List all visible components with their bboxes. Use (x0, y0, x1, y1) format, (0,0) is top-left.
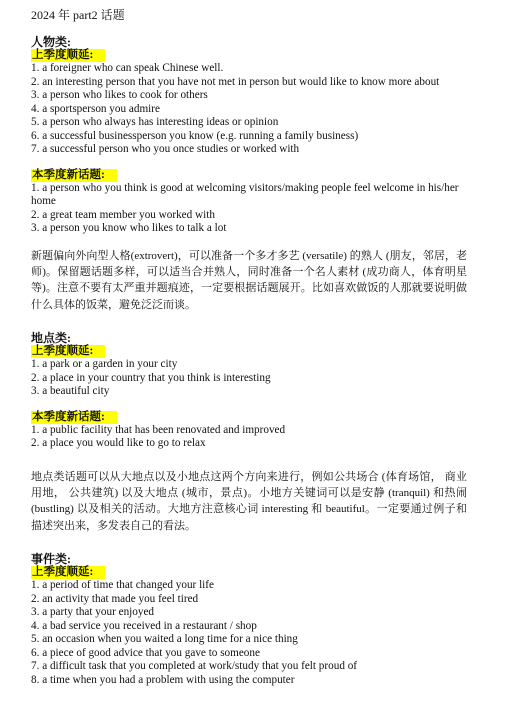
section-title: 地点类: (31, 331, 71, 346)
list-item: 4. a bad service you received in a restaurant / shop (31, 619, 257, 632)
list-item: 7. a successful person who you once studies or worked with (31, 143, 300, 155)
list-item: 1. a person who you think is good at welcoming visitors/making people feel welcome in his/her home (31, 181, 459, 207)
section-people (31, 35, 467, 313)
list-item: 4. a sportsperson you admire (31, 102, 160, 115)
list-item: 3. a beautiful city (31, 385, 110, 398)
group-label-highlight: 上季度顺延: (31, 49, 105, 62)
list-item: 3. a person who likes to cook for others (31, 89, 208, 101)
list-item: 2. a great team member you worked with (31, 208, 215, 221)
list-item: 6. a successful businessperson you know (e.g. running a family business) (31, 129, 359, 142)
list-item: 3. a person you know who likes to talk a lot (31, 222, 227, 234)
document-title: 2024 年 part2 话题 (31, 8, 125, 22)
list-item: 6. a piece of good advice that you gave to someone (31, 646, 260, 659)
group-label-highlight: 上季度顺延: (31, 345, 105, 358)
section-note: 新题偏向外向型人格(extrovert)，可以准备一个多才多艺 (versatile) 的熟人 (朋友，邻居，老师)。保留题话题多样，可以适当合并熟人，同时准备一个名人素材 (成功商人，体育明星等)。注意不要有太严重并题痕迹，一定要根据话题展开。比如喜欢做饭的人那就要说明做什么具体的饭菜，避免泛泛而谈。 (31, 249, 467, 311)
section-events (31, 552, 467, 687)
list-item: 2. an activity that made you feel tired (31, 592, 199, 605)
list-item: 7. a difficult task that you completed at work/study that you felt proud of (31, 660, 358, 673)
list-item: 2. a place in your country that you think is interesting (31, 371, 271, 384)
list-item: 1. a period of time that changed your life (31, 579, 214, 592)
group-label-highlight: 本季度新话题: (31, 169, 117, 182)
section-places (31, 331, 467, 534)
section-title: 事件类: (31, 552, 71, 567)
group-label-highlight: 本季度新话题: (31, 411, 117, 424)
list-item: 5. an occasion when you waited a long time for a nice thing (31, 633, 298, 646)
list-item: 1. a park or a garden in your city (31, 358, 178, 371)
list-item: 8. a time when you had a problem with using the computer (31, 673, 295, 686)
list-item: 3. a party that your enjoyed (31, 606, 155, 619)
list-item: 5. a person who always has interesting ideas or opinion (31, 116, 279, 128)
list-item: 2. an interesting person that you have not met in person but would like to know more about (31, 75, 440, 88)
list-item: 1. a public facility that has been renovated and improved (31, 423, 286, 436)
list-item: 2. a place you would like to go to relax (31, 437, 206, 450)
section-note: 地点类话题可以从大地点以及小地点这两个方向来进行，例如公共场合 (体育场馆， 商业用地， 公共建筑) 以及大地点 (城市，景点)。小地方关键词可以是安静 (tranquil) 和热闹 (bustling) 以及相关的活动。大地方注意核心词 interesting 和 beautiful。一定要通过例子和描述突出来，多发表自己的看法。 (31, 470, 467, 532)
group-label-highlight: 上季度顺延: (31, 566, 105, 579)
section-title: 人物类: (31, 35, 71, 49)
list-item: 1. a foreigner who can speak Chinese well. (31, 62, 224, 74)
